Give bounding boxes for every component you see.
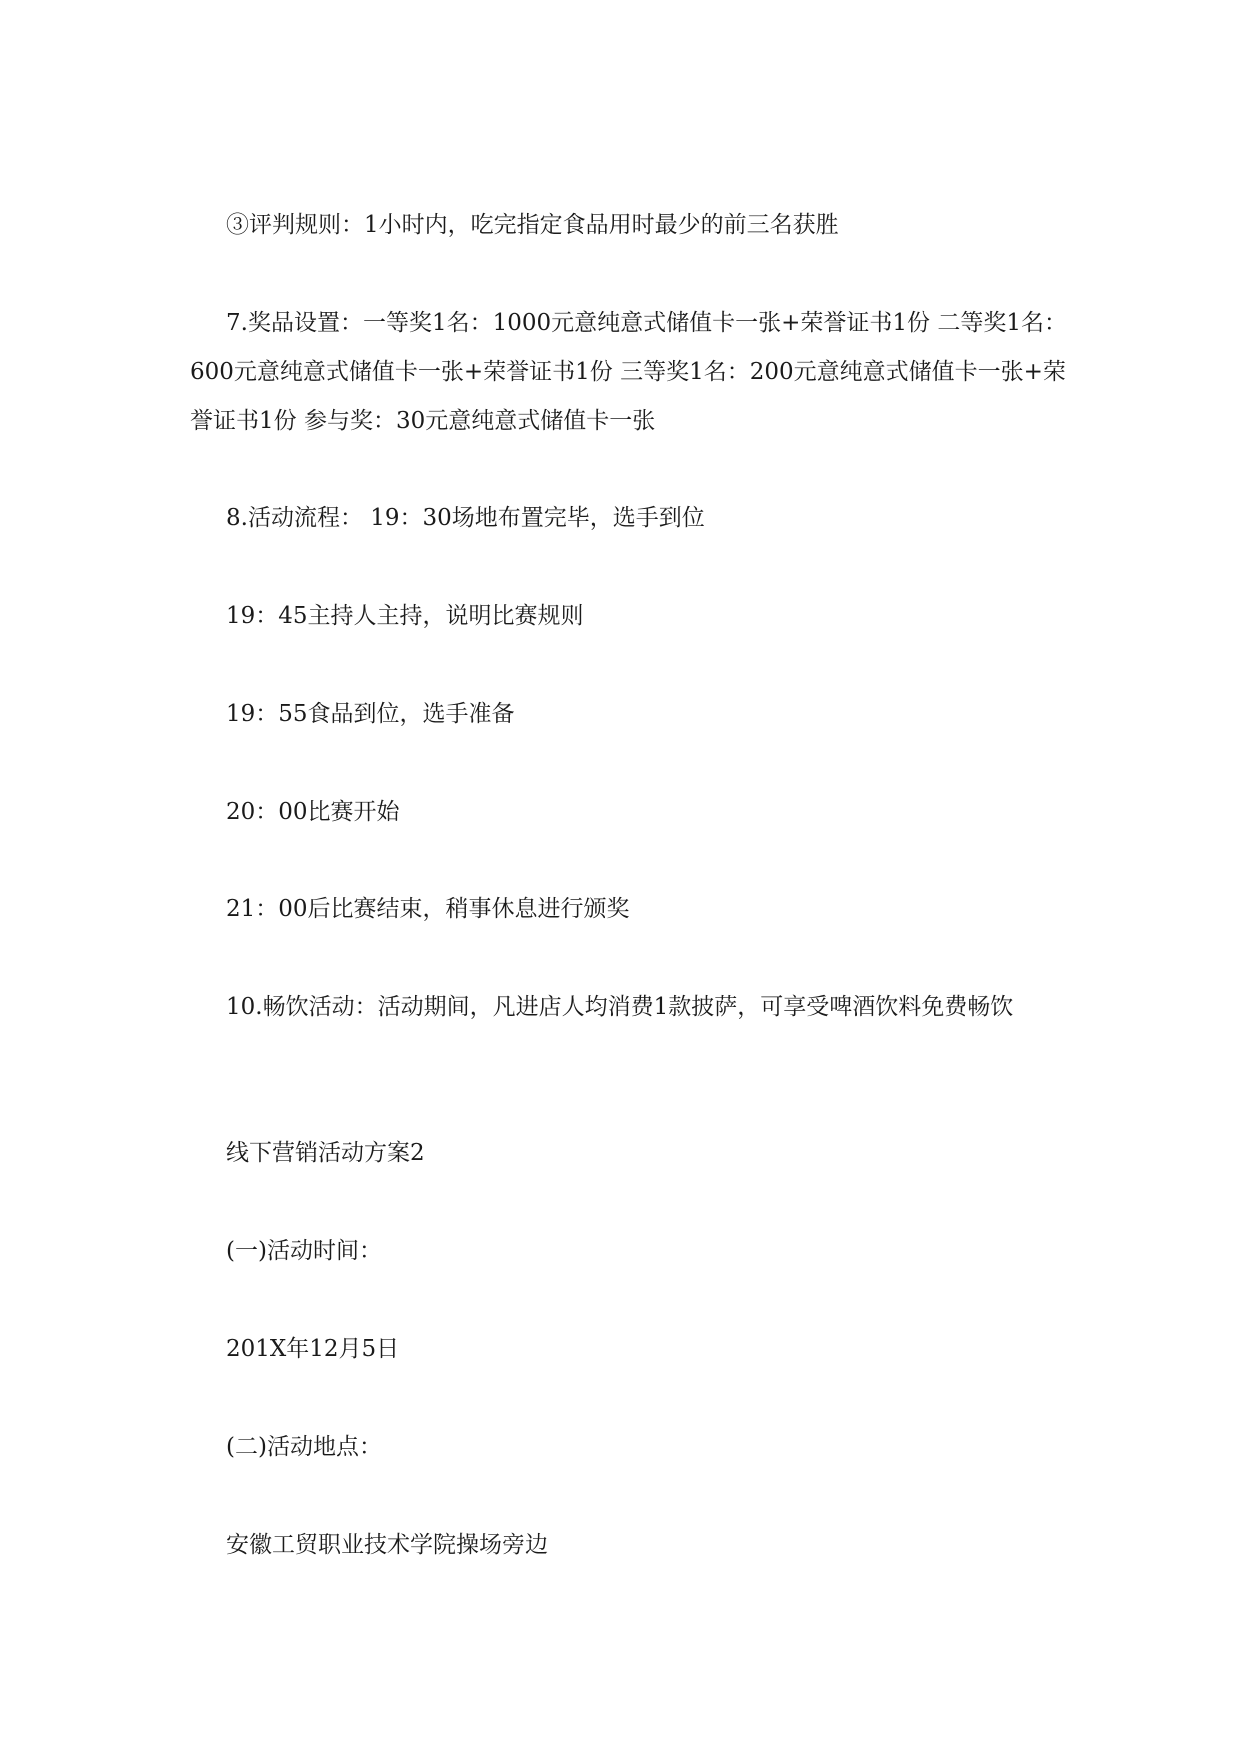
paragraph-judging-rules: ③评判规则：1小时内，吃完指定食品用时最少的前三名获胜	[226, 212, 839, 238]
paragraph-date: 201X年12月5日	[226, 1336, 400, 1362]
paragraph-drinks-activity: 10.畅饮活动：活动期间，凡进店人均消费1款披萨，可享受啤酒饮料免费畅饮	[226, 994, 1014, 1020]
paragraph-flow-2100: 21：00后比赛结束，稍事休息进行颁奖	[226, 896, 630, 922]
paragraph-prize-settings: 7.奖品设置：一等奖1名：1000元意纯意式储值卡一张+荣誉证书1份 二等奖1名：600元意纯意式储值卡一张+荣誉证书1份 三等奖1名：200元意纯意式储值卡一张+荣誉证书1份 参与奖：30元意纯意式储值卡一张	[190, 310, 1067, 434]
paragraph-flow-1955: 19：55食品到位，选手准备	[226, 701, 515, 727]
paragraph-flow-1945: 19：45主持人主持，说明比赛规则	[226, 603, 584, 629]
section-heading-plan-2: 线下营销活动方案2	[226, 1140, 425, 1166]
paragraph-flow-2000: 20：00比赛开始	[226, 799, 400, 825]
paragraph-activity-flow: 8.活动流程： 19：30场地布置完毕，选手到位	[226, 505, 705, 531]
paragraph-location-label: (二)活动地点：	[226, 1434, 382, 1460]
paragraph-location: 安徽工贸职业技术学院操场旁边	[226, 1532, 548, 1558]
paragraph-time-label: (一)活动时间：	[226, 1238, 382, 1264]
